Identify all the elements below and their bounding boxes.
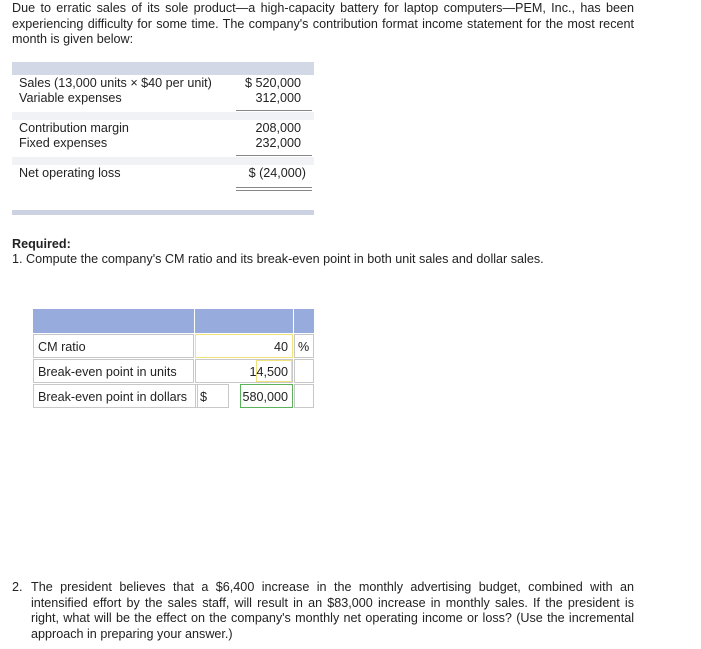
fixed-expenses-label: Fixed expenses [19,136,108,150]
empty-suffix-cell [294,359,314,383]
break-even-units-value[interactable]: 14,500 [249,365,288,379]
break-even-dollars-value: 580,000 [242,390,288,404]
dollar-sign: $ [195,384,229,408]
empty-suffix-cell [294,384,314,408]
variable-expenses-label: Variable expenses [19,91,122,105]
percent-sign: % [294,334,314,358]
fixed-expenses-value: 232,000 [255,136,301,150]
table-header-cell [33,309,194,333]
double-rule-top [236,187,312,188]
table-row-label-break-even-dollars [33,384,198,408]
table-row-label-break-even-units: Break-even point in units [33,359,194,383]
question-2 [12,580,634,642]
subtotal-rule [236,155,312,156]
table-row-label-cm-ratio: CM ratio [33,334,194,358]
sales-value: $ 520,000 [244,76,301,90]
break-even-units-cell [195,359,293,383]
row-band [12,112,314,120]
required-heading: Required: [12,237,71,251]
question-1: 1. Compute the company's CM ratio and its break-even point in both unit sales and dollar sales. [12,252,544,266]
net-operating-loss-label: Net operating loss [19,166,121,180]
row-band [12,157,314,165]
contribution-margin-label: Contribution margin [19,121,129,135]
question-2-number: 2. [12,580,23,594]
question-2-text: The president believes that a $6,400 increase in the monthly advertising budget, combined with an intensified effort by the sales staff, will result in an $83,000 increase in monthly sales. If the president is right, what will be the effect on the company's monthly net operating income or loss? (Use the incremental approach in preparing your answer.) [31,580,634,641]
double-rule-bottom [236,190,312,191]
break-even-dollars-input[interactable] [240,384,293,408]
table-header-cell [195,309,293,333]
sales-label: Sales (13,000 units × $40 per unit) [19,76,212,90]
statement-footer-bar [12,210,314,215]
net-operating-loss-value: $ (24,000) [248,166,306,180]
table-header-cell [294,309,314,333]
cm-ratio-value: 40 [273,340,288,354]
contribution-margin-value: 208,000 [255,121,301,135]
subtotal-rule [236,110,312,111]
cm-ratio-input[interactable] [195,334,293,358]
statement-header-bar [12,62,314,75]
answer-table [33,309,314,410]
variable-expenses-value: 312,000 [255,91,301,105]
break-even-dollars-label: Break-even point in dollars [38,390,188,404]
intro-paragraph: Due to erratic sales of its sole product—a high-capacity battery for laptop computers—PEM, Inc., has been experiencing difficulty for some time. The company's contribution format income statement for the most recent month is given below: [12,1,634,46]
